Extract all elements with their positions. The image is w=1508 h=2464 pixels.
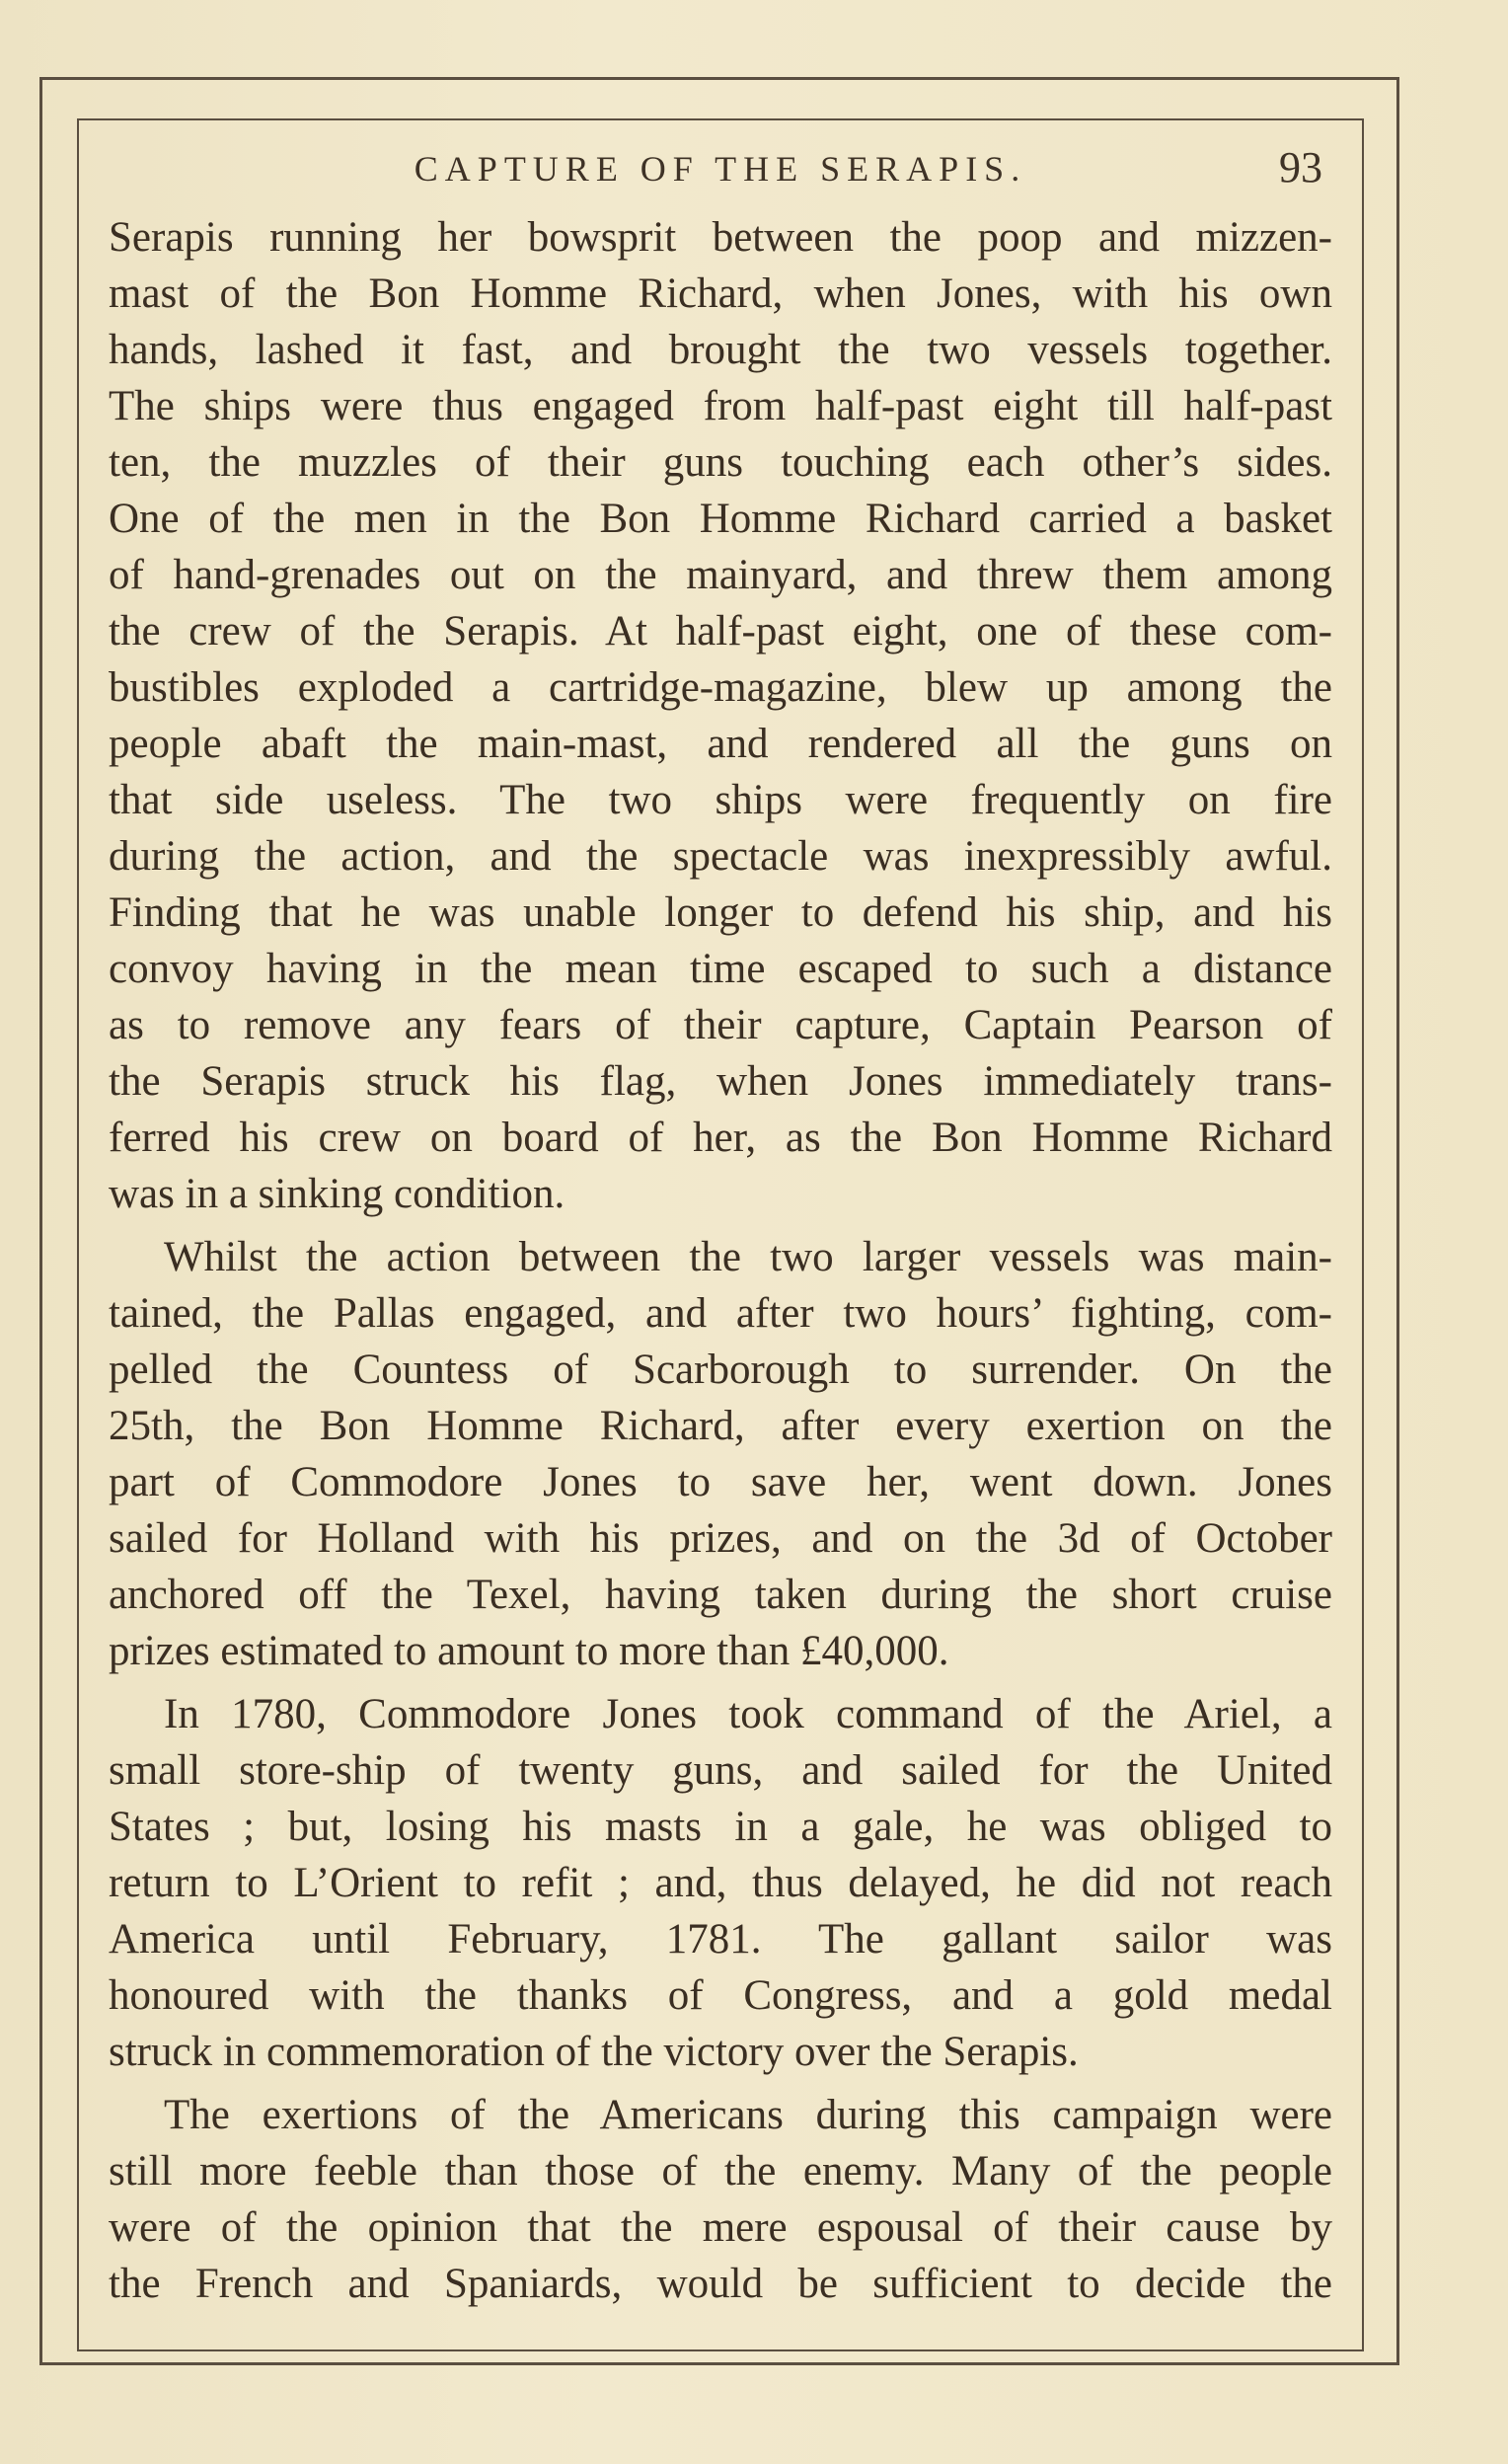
text-line: the Serapis struck his flag, when Jones immediately trans- <box>109 1058 1332 1105</box>
text-line: America until February, 1781. The gallant sailor was <box>109 1916 1332 1963</box>
text-line: anchored off the Texel, having taken during the short cruise <box>109 1572 1332 1618</box>
text-line: hands, lashed it fast, and brought the two vessels together. <box>109 327 1332 373</box>
text-line: the crew of the Serapis. At half-past eight, one of these com- <box>109 608 1332 654</box>
text-line: was in a sinking condition. <box>109 1171 566 1217</box>
text-line: One of the men in the Bon Homme Richard carried a basket <box>109 496 1332 542</box>
text-line: 25th, the Bon Homme Richard, after every exertion on the <box>109 1403 1332 1449</box>
text-line: States ; but, losing his masts in a gale, he was obliged to <box>109 1804 1332 1850</box>
text-line: sailed for Holland with his prizes, and on the 3d of October <box>109 1515 1332 1562</box>
text-line: bustibles exploded a cartridge-magazine, blew up among the <box>109 664 1332 711</box>
text-line: In 1780, Commodore Jones took command of the Ariel, a <box>164 1691 1332 1737</box>
page-number: 93 <box>1279 143 1322 192</box>
text-line: The ships were thus engaged from half-past eight till half-past <box>109 383 1332 429</box>
text-line: during the action, and the spectacle was inexpressibly awful. <box>109 833 1332 880</box>
text-line: ten, the muzzles of their guns touching each other’s sides. <box>109 439 1332 486</box>
text-line: of hand-grenades out on the mainyard, and threw them among <box>109 552 1332 598</box>
paragraph <box>109 1229 1332 1679</box>
text-line: return to L’Orient to refit ; and, thus delayed, he did not reach <box>109 1860 1332 1906</box>
paragraph <box>109 209 1332 1222</box>
paragraph <box>109 2087 1332 2312</box>
text-line: that side useless. The two ships were frequently on fire <box>109 777 1332 823</box>
body-text <box>109 209 1332 2319</box>
text-line: prizes estimated to amount to more than £40,000. <box>109 1628 949 1674</box>
text-line: the French and Spaniards, would be sufficient to decide the <box>109 2261 1332 2307</box>
text-line: Finding that he was unable longer to defend his ship, and his <box>109 889 1332 936</box>
text-line: honoured with the thanks of Congress, and a gold medal <box>109 1972 1332 2019</box>
text-line: convoy having in the mean time escaped to such a distance <box>109 946 1332 992</box>
text-line: people abaft the main-mast, and rendered all the guns on <box>109 721 1332 767</box>
text-line: tained, the Pallas engaged, and after two hours’ fighting, com- <box>109 1290 1332 1337</box>
text-line: struck in commemoration of the victory over the Serapis. <box>109 2029 1079 2075</box>
paragraph <box>109 1686 1332 2080</box>
text-line: ferred his crew on board of her, as the Bon Homme Richard <box>109 1115 1332 1161</box>
text-line: still more feeble than those of the enemy. Many of the people <box>109 2148 1332 2194</box>
text-line: Serapis running her bowsprit between the poop and mizzen- <box>109 214 1332 261</box>
text-line: mast of the Bon Homme Richard, when Jones, with his own <box>109 270 1332 317</box>
page-header <box>109 138 1332 197</box>
running-head: CAPTURE OF THE SERAPIS. <box>414 149 1027 189</box>
text-line: as to remove any fears of their capture, Captain Pearson of <box>109 1002 1332 1048</box>
text-line: were of the opinion that the mere espousal of their cause by <box>109 2204 1332 2251</box>
text-line: The exertions of the Americans during this campaign were <box>164 2092 1332 2138</box>
text-line: small store-ship of twenty guns, and sailed for the United <box>109 1747 1332 1794</box>
text-line: part of Commodore Jones to save her, went down. Jones <box>109 1459 1332 1505</box>
text-line: pelled the Countess of Scarborough to surrender. On the <box>109 1347 1332 1393</box>
text-line: Whilst the action between the two larger vessels was main- <box>164 1234 1332 1280</box>
